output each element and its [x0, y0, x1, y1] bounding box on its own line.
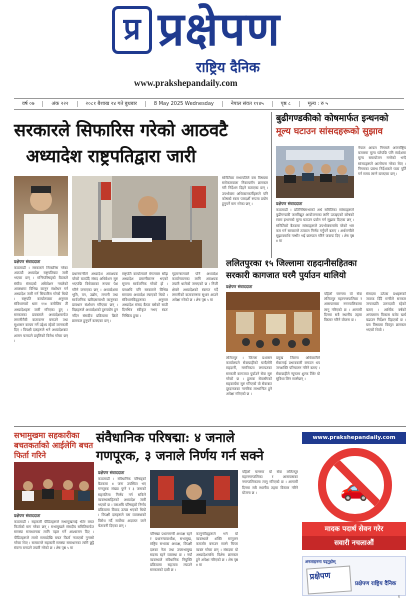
right-story-headline[interactable]: [276, 113, 406, 139]
sabhamukh-byline: प्रक्षेपण संवाददाता: [14, 513, 41, 518]
issue-number: अंक २२२: [43, 101, 77, 107]
section-divider: [14, 426, 406, 427]
issue-volume: वर्ष ०७: [14, 101, 43, 107]
right-story-headline-line2: मूल्य घटाउन सांसदहरूको सुझाव: [276, 127, 383, 137]
samvaidhanik-photo: [150, 470, 238, 528]
committee-meeting-photo: [276, 146, 354, 198]
samvaidhanik-col4: पहिलो चरणमा यो सेवा ललितपुर महानगरपालिका र आसपासका नगरपालिकामा लागू गरिएको छ । आगामी दिनमा सबै स्थानीय तहमा विस्तार गरिने योजना छ ।: [242, 470, 298, 495]
masthead: [0, 0, 416, 96]
lead-photo-president: [72, 176, 218, 268]
right-story-col0: समितिका सभापतिले यस विषयमा सरोकारवाला निकायसँग छलफल गरी निर्देशन दिइने बताएका छन् । उपभोक्ता अधिकारकर्मीहरूले पनि कोषको रकम पारदर्शी रूपमा प्रयोग हुनुपर्ने माग गरेका छन् ।: [222, 176, 268, 207]
council-meeting-photo: [150, 470, 238, 528]
issue-pages: पृष्ठ ८: [273, 101, 300, 107]
lead-text-col1: काठमाडौं । सरकारले सिफारिस गरेका आठवटै अध्यादेश राष्ट्रपतिबाट जारी भएका छन् । मन्त्रिपरिषद्को बैठकले संघीय संसदको अधिवेशन नचलेको अवस्थामा विभिन्न कानुन संशोधन गर्न अध्यादेश जारी गर्न सिफारिस गरेको थियो । राष्ट्रपति कार्यालयका अनुसार संविधानको धारा ११४ बमोजिम ती अध्यादेशहरू जारी गरिएका हुन् । सरकारका प्रवक्ताले अध्यादेशमार्फत लगानीमैत्री वातावरण बनाउने तथा सुशासन कायम गर्ने उद्देश्य रहेको जानकारी दिए । विपक्षी दलहरूले भने अध्यादेशबाट शासन चलाउने प्रवृत्तिको विरोध गरेका छन् ।: [14, 266, 68, 343]
drink-drive-banner-line1: मादक पदार्थ सेवन गरेर: [302, 522, 406, 536]
mid-story-byline: प्रक्षेपण संवाददाता: [226, 284, 253, 289]
sabhamukh-photo: [14, 462, 94, 510]
lead-text-col3: राष्ट्रपति कार्यालयले मंगलबार साँझ अध्यादेश प्रमाणीकरण भएको सूचना सार्वजनिक गरेको हो । यसअघि पनि सरकारले विभिन्न समयमा अध्यादेश ल्याएको थियो । संविधानविद्हरूका अनुसार अध्यादेश संसद बैठक बसेको साठी दिनभित्र स्वीकृत नभए स्वतः निष्क्रिय हुन्छ ।: [122, 272, 168, 318]
newspaper-promo[interactable]: [302, 556, 406, 596]
sabhamukh-headline[interactable]: सभामुखमा सहकारीका बचतकर्ताको आईलेगि बचत फिर्ता गरिने: [14, 430, 94, 460]
lead-byline: प्रक्षेपण संवाददाता: [14, 259, 41, 264]
mid-story-col3: पहिलो चरणमा यो सेवा ललितपुर महानगरपालिका र आसपासका नगरपालिकामा लागू गरिएको छ । आगामी दिनमा सबै स्थानीय तहमा विस्तार गरिने योजना छ ।: [324, 292, 362, 323]
mid-story-col1: ललितपुर । जिल्ला प्रशासन कार्यालयले सेवाग्राहीको घरदैलोमै राहदानी, नागरिकता लगायतका सरकारी कागजात पुर्याउने सेवा सुरु गरेको छ । हुलाक सेवासँगको सहकार्यमा सुरु गरिएको यो सेवाबाट दूरदराजका नागरिक लाभान्वित हुने अपेक्षा गरिएको छ ।: [226, 356, 272, 397]
issue-price: मूल्य : रु ५: [307, 101, 328, 107]
lead-text-col2: प्रधानमन्त्रीले अध्यादेश आवश्यक परेको बताउँदै संसद अधिवेशन सुरु भएपछि विधेयकका रूपमा पेश गरिने जनाएका छन् । अध्यादेशमा भूमि, वन, उद्योग, लगानी तथा सार्वजनिक खरिदसम्बन्धी कानुनका प्रावधान संशोधन गरिएका छन् । विज्ञहरूले अध्यादेशको दुरुपयोग हुन नदिन संसदीय प्रक्रियामा छिटो छलफल हुनुपर्ने बताएका छन् ।: [72, 272, 118, 323]
mid-story-col2: प्रमुख जिल्ला अधिकारीले सेवालाई प्रभावकारी बनाउन थप जनशक्ति परिचालन गरिने बताए । सेवाग्राहीले न्यूनतम शुल्क तिरेर यो सुविधा लिन सक्नेछन् ।: [276, 356, 320, 381]
crowd-office-photo: [226, 292, 320, 352]
right-misc-col: संसदमा उठेका प्रश्नहरूको जवाफ दिँदै मन्त्रीले सरकार जनताप्रति उत्तरदायी रहेको बताए । आर्थिक वर्षको अन्त्यसम्म विकास बजेट खर्च बढाउन निर्देशन दिइएको छ । यस विषयमा विस्तृत छलफल भएको थियो ।: [366, 292, 406, 333]
lead-headline-line2: अध्यादेश राष्ट्रपतिद्वारा जारी: [26, 147, 196, 167]
promo-label: अनलाइनमा पढ्नुहोस्: [305, 559, 336, 564]
samvaidhanik-headline-line2: गणपूरक, ३ जनाले निर्णय गर्न सक्ने: [96, 449, 264, 464]
samvaidhanik-byline: प्रक्षेपण संवाददाता: [98, 470, 125, 475]
no-drink-drive-sign-icon: [318, 448, 392, 522]
issue-nepal-sambat: नेपाल संवत ११४५: [223, 101, 273, 107]
column-divider: [271, 112, 272, 258]
issue-infobar: [14, 98, 404, 110]
lead-text-col4: गृहमन्त्रालयले पनि अध्यादेश कार्यान्वयनका लागि आवश्यक तयारी थालेको जनाएको छ । निजी क्षेत्रले अध्यादेशको स्वागत गर्दै लगानीको वातावरणमा सुधार आउने अपेक्षा गरेको छ । शेष पृष्ठ ५ मा: [172, 272, 218, 303]
right-story-photo: [276, 146, 354, 198]
mid-story-headline-line2: सरकारी कागजात घरमै पुर्याउन थालियो: [226, 271, 346, 281]
masthead-logo-icon: प्र: [112, 6, 152, 54]
right-story-col1: काठमाडौं । प्रतिनिधिसभाको अर्थ समितिका सांसदहरूले बुढीगण्डकी जलविद्युत आयोजनाका लागि उठाइएको कोषको रकम इन्धनको मूल्य घटाउन प्रयोग गर्न सुझाव दिएका छन् । समितिको बैठकमा सांसदहरूले उपभोक्तामाथि परेको भार कम गर्न सरकारले तत्काल निर्णय गर्नुपर्ने बताए । अर्थमन्त्रीले सुझावमाथि गम्भीर भई छलफल गरिने जवाफ दिए । शेष पृष्ठ ४ मा: [276, 208, 354, 244]
masthead-website[interactable]: www.prakshepandaily.com: [134, 78, 238, 88]
page-number: १: [397, 594, 400, 599]
issue-ad-date: 8 May 2025 Wednesday: [146, 101, 223, 107]
issue-bs-date: २०८१ बैशाख २४ गते बुधबार: [78, 101, 146, 107]
car-icon: 🚗: [340, 474, 370, 502]
right-story-headline-line1: बुढीगण्डकीको कोषमार्फत इन्धनको: [276, 114, 389, 124]
samvaidhanik-col1: काठमाडौं । संवैधानिक परिषद्को बैठकमा ४ जना उपस्थित भए गणपूरक संख्या पुग्ने र ३ जनाको सहमतिमा निर्णय गर्न सकिने व्यवस्थासहितको अध्यादेश जारी भएको छ । यसअघि परिषद्को निर्णय प्रक्रियामा विवाद उत्पन्न भएको थियो । विपक्षी दलहरूले यस व्यवस्थाको विरोध गर्दै सर्वोच्च अदालत जाने चेतावनी दिएका छन् ।: [98, 477, 146, 528]
lead-photo-pm: [14, 176, 68, 256]
promo-mini-title: प्रक्षेपण: [309, 569, 331, 582]
samvaidhanik-col3: कानुनविद्हरूले भने यो व्यवस्थाले शक्ति सन्तुलन कमजोर बनाउन सक्ने चिन्ता व्यक्त गरेका छन् । संसदमा यो अध्यादेशमाथि विशेष छलफल हुने अपेक्षा गरिएको छ । शेष पृष्ठ ४ मा: [196, 532, 238, 568]
mid-story-photo: [226, 292, 320, 352]
mid-story-headline[interactable]: [226, 258, 406, 282]
masthead-title: प्रक्षेपण: [158, 2, 281, 56]
sabhamukh-text: काठमाडौं । सहकारी पीडितहरूले सभामुखलाई भेटेर बचत फिर्ताको माग गरेका छन् । सभामुखले संसदीय समितिमार्फत समस्या समाधानका लागि पहल गर्ने आश्वासन दिए । पीडितहरूले लामो समयदेखि बचत फिर्ता नपाएको गुनासो गरेका थिए । सरकारले सहकारी समस्या समाधानका लागि छुट्टै संयन्त्र बनाउने तयारी गरेको छ । शेष पृष्ठ ५ मा: [14, 520, 94, 551]
samvaidhanik-col2: परिषद्मा प्रधानमन्त्री अध्यक्ष रहने र प्रधानन्यायाधीश, सभामुख, राष्ट्रिय सभाका अध्यक्ष, विपक्षी दलका नेता तथा उपसभामुख सदस्य रहने व्यवस्था छ । नयाँ व्यवस्थाले संवैधानिक नियुक्ति प्रक्रियामा सहजता ल्याउने सरकारको दाबी छ ।: [150, 532, 192, 573]
lead-headline[interactable]: [14, 118, 268, 170]
mid-story-headline-line1: ललितपुरका १५ जिल्लामा राहदानीसहितका: [226, 259, 357, 269]
masthead-tagline: राष्ट्रिय दैनिक: [196, 60, 260, 76]
right-story-byline: प्रक्षेपण संवाददाता: [276, 201, 303, 206]
samvaidhanik-headline-line1: संवैधानिक परिषद्मा: ४ जनाले: [96, 431, 235, 446]
drink-drive-banner-line2: सवारी नचलाऔं: [302, 536, 406, 550]
person-portrait-icon: [14, 176, 68, 256]
website-banner[interactable]: www.prakshepandaily.com: [302, 432, 406, 444]
lead-headline-line1: सरकारले सिफारिस गरेको आठवटै: [14, 121, 228, 141]
promo-name: प्रक्षेपण राष्ट्रिय दैनिक: [355, 581, 397, 587]
newspaper-icon: [306, 565, 352, 594]
president-signing-photo: [72, 176, 218, 268]
meeting-room-photo: [14, 462, 94, 510]
samvaidhanik-headline[interactable]: [96, 430, 296, 466]
right-story-col2: नेपाल आयल निगमले अन्तर्राष्ट्रिय बजारमा मूल्य घटेपछि पनि स्वदेशमा मूल्य समायोजन नगरेको भन्दै सांसदहरूले आलोचना गरेका थिए । निगमका प्रबन्ध निर्देशकले घाटा पूर्ति गर्न समय लाग्ने बताएका छन् ।: [358, 146, 406, 177]
prohibition-slash: [326, 452, 392, 521]
